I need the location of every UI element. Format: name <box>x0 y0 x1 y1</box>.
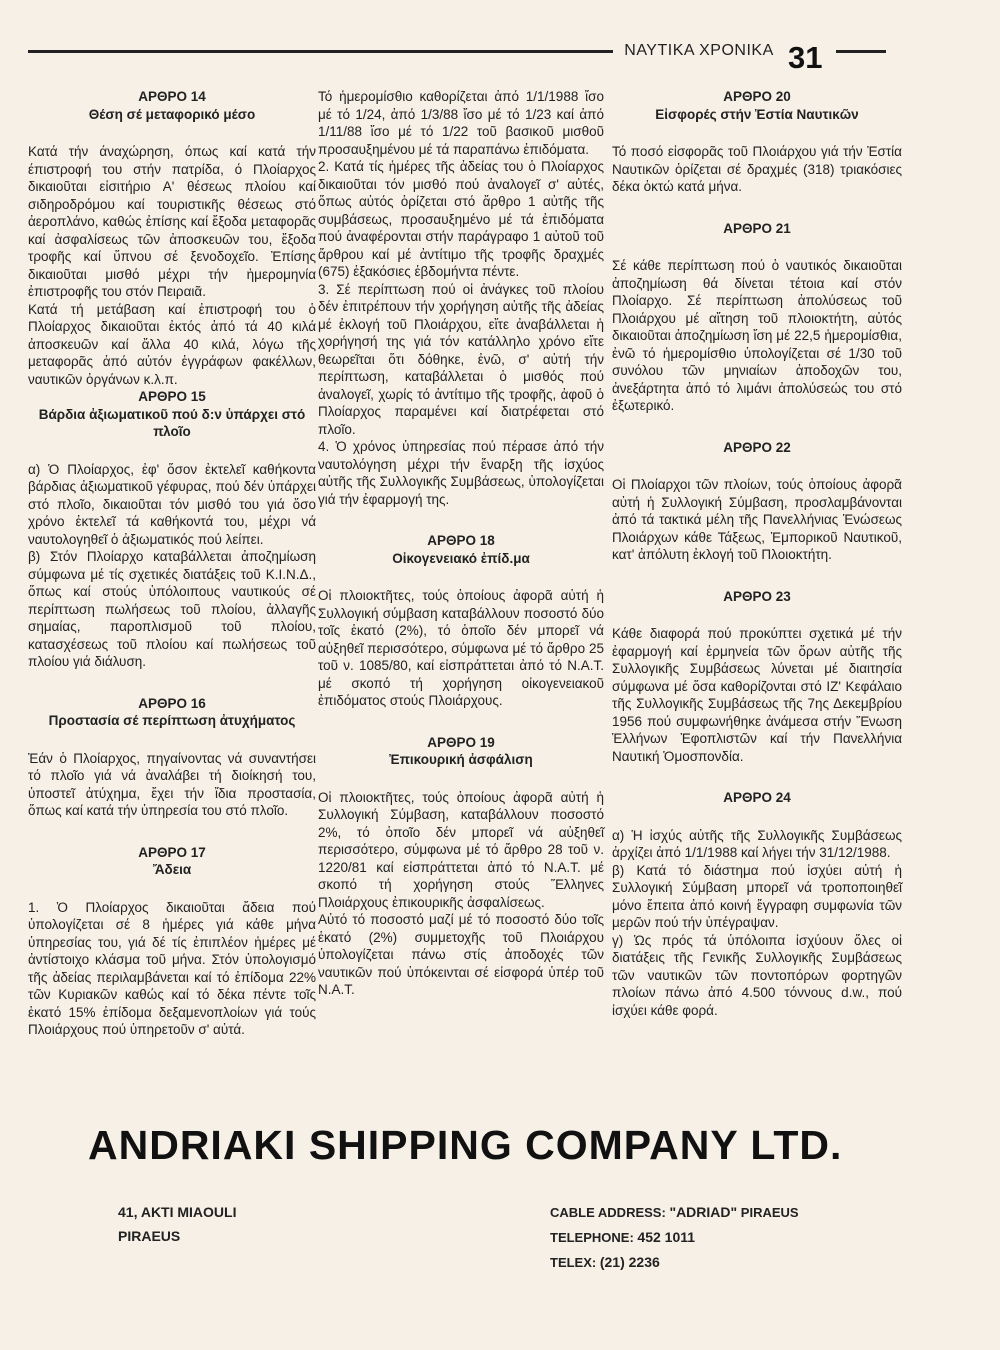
article-16-subtitle: Προστασία σέ περίπτωση ἀτυχήματος <box>48 713 296 728</box>
magazine-title: ΝΑΥΤΙΚΑ ΧΡΟΝΙΚΑ <box>624 42 774 59</box>
article-17-paragraph-4: 4. Ὁ χρόνος ὑπηρεσίας πού πέρασε ἀπό τήν ναυτολόγηση μέχρι τήν ἔναρξη τῆς ἰσχύος αὐτῆς τῆς Συλλογικῆς Συμβάσεως, ὑπολογίζεται γιά τήν ἐφαρμογή της. <box>318 439 604 507</box>
article-17-subtitle: Ἄδεια <box>152 862 192 877</box>
article-17-paragraph-2: 2. Κατά τίς ἡμέρες τῆς ἀδείας του ὁ Πλοίαρχος δικαιοῦται τόν μισθό πού ἀναλογεῖ σ' αὐτές, ὅπως αὐτός ὁρίζεται στό ἄρθρο 1 αὐτῆς τῆς συμβάσεως, προσαυξημένο μέ τά ἐπιδόματα πού ἀναφέρονται στήν παράγραφο 1 αὐτοῦ τοῦ ἄρθρου καί μέ ἀντίτιμο τῆς τροφῆς δραχμές (675) ἑξακόσιες ἑβδομήντα πέντε. <box>318 159 604 279</box>
article-17-paragraph-3: 3. Σέ περίπτωση πού οἱ ἀνάγκες τοῦ πλοίου δέν ἐπιτρέπουν τήν χορήγηση αὐτῆς τῆς ἀδείας μέ ἐκλογή τοῦ Πλοιάρχου, εἴτε ἀναβάλλεται ἡ χορήγησή της γιά τόν κατάλληλο χρόνο εἴτε θεωρεῖται ὅτι δόθηκε, ἐνῶ, σ' αὐτή τήν περίπτωση, καταβάλλεται ὁ μισθός πού ἀναλογεῖ, χωρίς τό ἀντίτιμο τῆς τροφῆς, ἀφοῦ ὁ Πλοίαρχος παραμένει καί διατρέφεται στό πλοῖο. <box>318 281 604 437</box>
article-15-paragraph-2: β) Στόν Πλοίαρχο καταβάλλεται ἀποζημίωση σύμφωνα μέ τίς σχετικές διατάξεις τοῦ Κ.Ι.Ν.Δ., ὅπως καί στούς ὑπόλοιπους ναυτικούς σέ περίπτωση πωλήσεως τοῦ πλοίου, ἀλλαγῆς σημαίας, παροπλισμοῦ τοῦ πλοίου, κατασχέσεως τοῦ πλοίου καί πωλήσεως τοῦ πλοίου γιά διάλυση. <box>28 549 316 669</box>
column-3 <box>612 88 902 1019</box>
cable-address-label: CABLE ADDRESS: <box>550 1205 666 1220</box>
telex-label: TELEX: <box>550 1255 597 1270</box>
article-18-subtitle: Οἰκογενειακό ἐπίδ.μα <box>392 550 530 566</box>
article-24-paragraph-3: γ) Ὡς πρός τά ὑπόλοιπα ἰσχύουν ὅλες οἱ διατάξεις τῆς Γενικῆς Συλλογικῆς Συμβάσεως τῶν ναυτικῶν τῶν ποντοπόρων φορτηγῶν πλοίων πάνω ἀπό 4.500 τόννους d.w., πού ἰσχύει κάθε φορά. <box>612 932 902 1018</box>
article-18-heading: ΑΡΘΡΟ 18 <box>427 533 495 548</box>
cable-address-line <box>550 1200 799 1225</box>
article-20-heading: ΑΡΘΡΟ 20 <box>723 89 791 104</box>
cable-address-city: PIRAEUS <box>740 1205 799 1220</box>
article-23-paragraph-1: Κάθε διαφορά πού προκύπτει σχετικά μέ τήν ἐφαρμογή καί ἑρμηνεία τῶν ὅρων αὐτῆς τῆς Συλλογικῆς Συμβάσεως λύνεται μέ διαιτησία σύμφωνα μέ ὅσα καθορίζονται στό ΙΖ' Κεφάλαιο τῆς Συλλογικῆς Συμβάσεως τῆς 7ης Δεκεμβρίου 1956 πού συμφωνήθηκε ἀνάμεσα στήν Ἕνωση Ἑλλήνων Ἐφοπλιστῶν καί τήν Πανελλήνια Ναυτική Ὁμοσπονδία. <box>612 626 902 764</box>
telephone-label: TELEPHONE: <box>550 1230 634 1245</box>
article-21-paragraph-1: Σέ κάθε περίπτωση πού ὁ ναυτικός δικαιοῦται ἀποζημίωση θά δίνεται τέτοια καί στόν Πλοίαρχο. Σέ περίπτωση ἀπολύσεως τοῦ Πλοιάρχου μέ αἴτηση τοῦ πλοιοκτήτη, αὐτός δικαιοῦται ἀποζημίωση ἴση μέ 22,5 ἡμερομίσθια, ἐνῶ τό ἡμερομίσθιο ὑπολογίζεται σέ 1/30 τοῦ συνόλου τῶν μηνιαίων ἀποδοχῶν του, ἀνεξάρτητα ἀπό τό λιμάνι ἀπολύσεώς του στό ἐξωτερικό. <box>612 258 902 413</box>
article-20-subtitle: Εἰσφορές στήν Ἑστία Ναυτικῶν <box>655 106 859 122</box>
article-16-paragraph-1: Ἐάν ὁ Πλοίαρχος, πηγαίνοντας νά συναντήσει τό πλοῖο γιά νά ἀναλάβει τή διοίκησή του, ὑποστεῖ ἀτύχημα, ἔχει τήν ἴδια προστασία, ὅπως καί κατά τήν ὑπηρεσία του στό πλοῖο. <box>28 750 316 818</box>
article-14-heading: ΑΡΘΡΟ 14 <box>138 89 206 104</box>
telex-line <box>550 1250 799 1275</box>
article-24-heading: ΑΡΘΡΟ 24 <box>723 790 791 805</box>
article-15-subtitle: Βάρδια ἀξιωματικοῦ πού δ:ν ὑπάρχει στό πλοῖο <box>38 406 306 439</box>
telephone-line <box>550 1225 799 1250</box>
article-14-paragraph-2: Κατά τή μετάβαση καί ἐπιστροφή του ὁ Πλοίαρχος δικαιοῦται ἐκτός ἀπό τά 40 κιλά ἀποσκευῶν καί ἄλλα 40 κιλά, λόγω τῆς μεταφορᾶς ἀπό αὐτόν ἐγγράφων φακέλλων, ναυτικῶν ὀργάνων κ.λ.π. <box>28 301 316 387</box>
column-1 <box>28 88 316 1039</box>
article-18-paragraph-1: Οἱ πλοιοκτῆτες, τούς ὁποίους ἀφορᾶ αὐτή ἡ Συλλογική σύμβαση καταβάλλουν ποσοστό δύο τοῖς ἑκατό (2%), τό ὁποῖο δέν μπορεῖ νά αὐξηθεῖ περισσότερο, σύμφωνα μέ τό ἄρθρο 25 τοῦ ν. 1085/80, καί εἰσπράττεται ἀπό τό Ν.Α.Τ. μέ σκοπό τή χορήγηση οἰκογενειακοῦ ἐπιδόματος στούς Πλοιάρχους. <box>318 588 604 708</box>
telephone-value: 452 1011 <box>637 1229 696 1245</box>
article-19-heading: ΑΡΘΡΟ 19 <box>427 734 495 750</box>
address-city: PIRAEUS <box>118 1228 181 1244</box>
article-21-heading: ΑΡΘΡΟ 21 <box>723 220 791 236</box>
article-22-paragraph-1: Οἱ Πλοίαρχοι τῶν πλοίων, τούς ὁποίους ἀφορᾶ αὐτή ἡ Συλλογική Σύμβαση, προσλαμβάνονται ἀπό τά τακτικά μέλη τῆς Πανελλήνιας Ἑνώσεως Πλοιάρχων κάθε Τάξεως, Ἐμπορικοῦ Ναυτικοῦ, κατ' ἀπόλυτη ἐκλογή τοῦ Πλοιοκτήτη. <box>612 477 902 562</box>
article-17-paragraph-1-cont: Τό ἡμερομίσθιο καθορίζεται ἀπό 1/1/1988 ἴσο μέ τό 1/24, ἀπό 1/3/88 ἴσο μέ τό 1/23 καί ἀπό 1/11/88 ἴσο μέ τό 1/22 τοῦ βασικοῦ μισθοῦ προσαυξημένου μέ τά παραπάνω ἐπιδόματα. <box>318 89 604 157</box>
telex-value: (21) 2236 <box>599 1254 660 1270</box>
column-2 <box>318 88 604 999</box>
article-19-subtitle: Ἐπικουρική ἀσφάλιση <box>389 752 533 767</box>
article-14-subtitle: Θέση σέ μεταφορικό μέσο <box>88 106 256 122</box>
article-17-heading: ΑΡΘΡΟ 17 <box>138 844 206 860</box>
header-rule-left <box>28 50 613 53</box>
cable-address-value: "ADRIAD" <box>669 1204 738 1220</box>
article-14-paragraph-1: Κατά τήν άναχώρηση, όπως καί κατά τήν έπιστροφή του στήν πατρίδα, ό Πλοίαρχος δικαιοῦται εἰσιτήριο Α' θέσεως πλοίου καί σιδηροδρόμου καί τουριστικῆς θέσεως στό ἀεροπλάνο, καθώς ἐπίσης καί ἔξοδα μεταφορᾶς καί ἀσφαλίσεως τῶν ἀποσκευῶν του, ἔξοδα τροφῆς καί ὕπνου σέ ξενοδοχεῖο. Ἐπίσης δικαιοῦται μισθό μέχρι τήν ἡμερομηνία ἐπιστροφῆς του στόν Πειραιᾶ. <box>28 144 316 299</box>
article-16-heading: ΑΡΘΡΟ 16 <box>138 695 206 711</box>
article-24-paragraph-2: β) Κατά τό διάστημα πού ἰσχύει αὐτή ἡ Συλλογική Σύμβαση μπορεῖ νά τροποποιηθεῖ μόνο ἔπειτα ἀπό κοινή ἔγγραφη συμφωνία τῶν μερῶν πού τήν ὑπέγραψαν. <box>612 862 902 930</box>
article-23-heading: ΑΡΘΡΟ 23 <box>723 588 791 604</box>
article-17-paragraph-1: 1. Ὁ Πλοίαρχος δικαιοῦται ἄδεια πού ὑπολογίζεται σέ 8 ἡμέρες γιά κάθε μήνα ὑπηρεσίας του, γιά δέ τίς ἐπιπλέον ἡμέρες μέ ἀντίστοιχο κλάσμα τοῦ μήνα. Στόν ὑπολογισμό τῆς ἀδείας περιλαμβάνεται καί τό ἐπίδομα 22% τῶν Κυριακῶν καθώς καί τό δέκα πέντε τοῖς ἑκατό 15% ἐπίδομα δεξαμενοπλοίων γιά τούς Πλοιάρχους πού ὑπηρετοῦν σ' αὐτά. <box>28 899 316 1037</box>
article-15-heading: ΑΡΘΡΟ 15 <box>138 389 206 404</box>
header-rule-right <box>836 50 886 53</box>
advertisement-contacts <box>550 1200 799 1275</box>
article-19-paragraph-1: Οἱ πλοιοκτῆτες, τούς ὁποίους ἀφορᾶ αὐτή ἡ Συλλογική Σύμβαση, καταβάλλουν ποσοστό 2%, τό ὁποῖο δέν μπορεῖ νά αὐξηθεῖ περισσότερο, σύμφωνα μέ τό ἄρθρο 28 τοῦ ν. 1220/81 καί εἰσπράττεται ἀπό τό Ν.Α.Τ. μέ σκοπό τή χορήγηση στούς Ἕλληνες Πλοιάρχους ἐπικουρικῆς ἀσφαλίσεως. <box>318 789 604 910</box>
article-24-paragraph-1: α) Ἡ ἰσχύς αὐτῆς τῆς Συλλογικῆς Συμβάσεως ἀρχίζει ἀπό 1/1/1988 καί λήγει τήν 31/12/1988. <box>612 827 902 860</box>
article-15-paragraph-1: α) Ὁ Πλοίαρχος, ἐφ' ὅσον ἐκτελεῖ καθήκοντα βάρδιας ἀξιωματικοῦ γέφυρας, πού δέν ὑπάρχει στό πλοῖο, δικαιοῦται τόν μισθό του γιά ὅσο χρόνο ἐκτελεῖ τά καθήκοντά του, μέχρι νά ναυτολογηθεῖ ὁ ἀξιωματικός πού λείπει. <box>28 461 316 547</box>
advertisement-address <box>118 1200 237 1248</box>
address-street: 41, AKTI MIAOULI <box>118 1204 237 1220</box>
advertisement-company-name: ANDRIAKI SHIPPING COMPANY LTD. <box>88 1122 843 1168</box>
article-20-paragraph-1: Τό ποσό εἰσφορᾶς τοῦ Πλοιάρχου γιά τήν Ἑστία Ναυτικῶν ὁρίζεται σέ δραχμές (318) τριακόσιες δέκα ὀκτώ κατά μήνα. <box>612 144 902 194</box>
article-22-heading: ΑΡΘΡΟ 22 <box>723 439 791 455</box>
article-19-paragraph-2: Αὐτό τό ποσοστό μαζί μέ τό ποσοστό δύο τοῖς ἑκατό (2%) συμμετοχῆς τοῦ Πλοιάρχου ὑπολογίζεται πάνω στίς ἀποδοχές τῶν ναυτικῶν πού ὑπόκεινται σέ εἰσφορά ὑπέρ τοῦ Ν.Α.Τ. <box>318 912 604 997</box>
page-number: 31 <box>788 40 823 75</box>
